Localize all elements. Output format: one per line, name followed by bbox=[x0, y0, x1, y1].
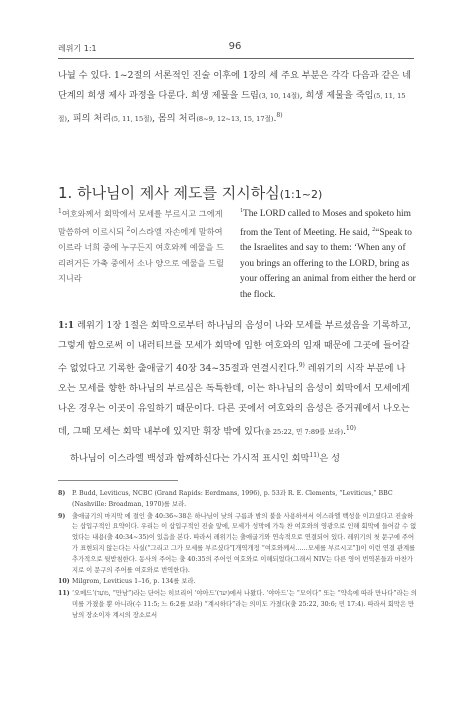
scripture-korean: $^1$여호와께서 회막에서 모세를 부르시고 그에게 말씀하여 이르시되 $^2$이스라엘 자손에게 말하여 이르라 너희 중에 누구든지 여호와께 예물을 드리려거든 가축 중에서 소나 양으로 예물을 드릴지니라 bbox=[58, 208, 224, 284]
intro-paragraph: 나뉠 수 있다. 1~2절의 서론적인 진술 이후에 1장의 세 주요 부분은 각각 다음과 같은 네 단계의 희생 제사 과정을 다룬다. 희생 제물을 드림(3, 10, 14절), 희생 제물을 죽임(5, 11, 15절), 피의 처리(5, 11, 15절), 몸의 처리(8~9, 12~13, 15, 17절).$^{8)}$ bbox=[58, 70, 412, 125]
commentary-paragraph-2: 하나님이 이스라엘 백성과 함께하신다는 가시적 표시인 회막$^{11)}$은 성 bbox=[70, 452, 341, 465]
footnotes bbox=[58, 489, 418, 623]
commentary-paragraph: 1:1 레위기 1장 1절은 회막으로부터 하나님의 음성이 나와 모세를 부르셨음을 기록하고, 그렇게 함으로써 이 내러티브를 모세가 회막에 임한 여호와의 임재 때문에 그곳에 들어갈 수 없었다고 기록한 출애굽기 40장 34~35절과 연결시킨다.$^{9)}$ 레위기의 시작 부분에 나오는 모세를 향한 하나님의 부르심은 독특한데, 이는 하나님의 음성이 회막에서 모세에게 나온 경우는 이곳이 유일하기 때문이다. 다른 곳에서 여호와의 음성은 증거궤에서 나오는데, 그때 모세는 회막 내부에 있지만 휘장 밖에 있다(출 25:22, 민 7:89를 보라).$^{10)}$ bbox=[58, 320, 411, 438]
header-rule bbox=[58, 58, 414, 59]
footnote-10: 10) Milgrom, Leviticus 1–16, p. 134를 보라. bbox=[58, 578, 196, 586]
scripture-english: $^1$The LORD called to Moses and spoketo him from the Tent of Meeting. He said, $^2$“Speak to the Israelites and say to them: ‘When any of you brings an offering to the LORD, bring as your offering an animal from either the herd or the flock. bbox=[240, 208, 416, 300]
footnote-8: 8) P. Budd, Leviticus, NCBC (Grand Rapids: Eerdmans, 1996), p. 53과 R. E. Clements, “Leviticus,” BBC (Nashville: Broadman, 1970)를 보라. bbox=[58, 490, 393, 508]
footnote-9: 9) 출애굽기의 마지막 에 절인 출 40:36~38은 하나님이 낮의 구름과 밤의 불을 사용하셔서 이스라엘 백성을 이끄셨다고 진술하는 삽입구적인 요약이다. 우리는 이 삽입구적인 진술 앞에, 모세가 성막에 가득 찬 여호와의 영광으로 인해 회막에 들어갈 수 없었다는 내용(출 40:34~35)이 있음을 본다. 따라서 레위기는 출애굽기와 연속적으로 연결되어 있다. 레위기의 첫 문구에 주어가 표현되지 않는다는 사실(“그리고 그가 모세를 부르셨다”[개역개정 “여호와께서……모세를 부르시고”])이 이런 연결 관계를 추가적으로 뒷받침한다. 동사의 주어는 출 40:35의 주어인 여호와로 이해되었다(그래서 NIV는 다른 영어 번역본들과 마찬가지로 이 문구의 주어를 여호와로 번역한다). bbox=[58, 512, 417, 574]
running-head: 레위기 1:1 bbox=[58, 44, 97, 53]
footnote-rule bbox=[58, 480, 178, 481]
footnote-11: 11) ‘오메드’(מוֹעֵד, “만남”)라는 단어는 히브리어 ‘야아드’(יעד)에서 나왔다. ‘야아드’는 “모이다” 또는 “약속에 따라 만나다”라는 의미를 가졌을 뿐 아니라(수 11:5; 느 6:2를 보라) “계시하다”라는 의미도 가졌다(출 25:22, 30:6; 민 17:4). 따라서 회막은 만남의 장소이자 계시의 장소로서 bbox=[58, 590, 417, 619]
page-number: 96 bbox=[228, 41, 242, 52]
footnote-ref: 8) bbox=[276, 112, 283, 119]
section-heading: 1. 하나님이 제사 제도를 지시하심(1:1~2) bbox=[58, 184, 323, 202]
